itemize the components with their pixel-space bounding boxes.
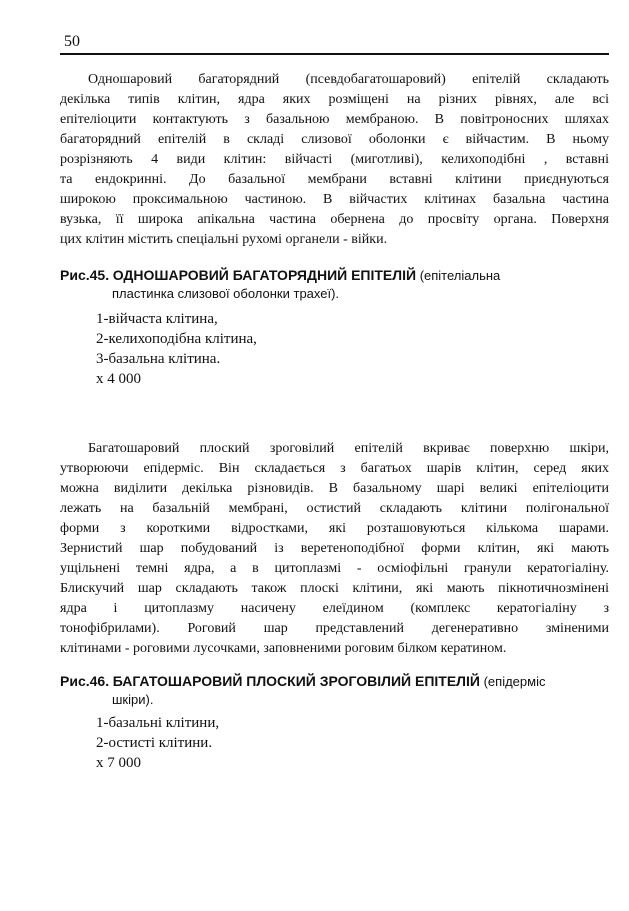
figure-caption-line xyxy=(60,672,609,691)
magnification: х 4 000 xyxy=(96,371,141,387)
figure-45-caption xyxy=(60,266,609,303)
paragraph-pseudostratified-epithelium xyxy=(60,70,609,250)
legend-item: 2-келихоподібна клітина, xyxy=(96,331,257,347)
figure-title: ОДНОШАРОВИЙ БАГАТОРЯДНИЙ ЕПІТЕЛІЙ xyxy=(112,267,417,283)
paragraph-line: форми з короткими відростками, які розташовуються кількома шарами. xyxy=(60,521,609,536)
paragraph-stratified-squamous-epithelium xyxy=(60,439,609,659)
paragraph-line: вузька, її широка апікальна частина обернена до просвіту органа. Поверхня xyxy=(60,212,609,227)
paragraph-line: розрізняють 4 види клітин: війчасті (миготливі), келихоподібні , вставні xyxy=(60,152,609,167)
legend-item: 3-базальна клітина. xyxy=(96,351,221,367)
paragraph-line: широкою проксимальною частиною. В війчастих клітинах базальна частина xyxy=(60,192,609,207)
paragraph-line: Одношаровий багаторядний (псевдобагатошаровий) епітелій складають xyxy=(88,72,609,87)
paragraph-line: цих клітин містить спеціальні рухомі органели - війки. xyxy=(60,232,388,247)
figure-subtitle: (епітеліальна xyxy=(419,268,501,283)
paragraph-line: лежать на базальній мембрані, остистий складають клітини полігональної xyxy=(60,501,609,516)
figure-46-caption xyxy=(60,672,609,709)
figure-label: Рис.45. xyxy=(60,267,110,283)
figure-46-legend xyxy=(96,713,219,773)
paragraph-line: та ендокринні. До базальної мембрани вставні клітини приєднуються xyxy=(60,172,609,187)
paragraph-line: епітеліоцити контактують з базальною мембраною. В повітроносних шляхах xyxy=(60,112,609,127)
figure-caption-line xyxy=(60,266,609,285)
paragraph-line: багаторядний епітелій в складі слизової оболонки є війчастим. В ньому xyxy=(60,132,609,147)
paragraph-line: ущільнені темні ядра, а в цитоплазмі - осміофільні гранули кератогіаліну. xyxy=(60,561,609,576)
paragraph-line: можна виділити декілька різновидів. В базальному шарі великі епітеліоцити xyxy=(60,481,609,496)
figure-label: Рис.46. xyxy=(60,673,110,689)
figure-subtitle: шкіри). xyxy=(112,692,154,707)
figure-title: БАГАТОШАРОВИЙ ПЛОСКИЙ ЗРОГОВІЛИЙ ЕПІТЕЛІЙ xyxy=(112,673,480,689)
paragraph-line: ядра і цитоплазму насичену елеїдином (комплекс кератогіаліну з xyxy=(60,601,609,616)
legend-item: 2-остисті клітини. xyxy=(96,735,213,751)
magnification: х 7 000 xyxy=(96,755,141,771)
figure-45-legend xyxy=(96,309,257,389)
header-rule xyxy=(60,53,609,55)
paragraph-line: клітинами - роговими лусочками, заповненими роговим білком кератином. xyxy=(60,641,507,656)
paragraph-line: Багатошаровий плоский зроговілий епітелій вкриває поверхню шкіри, xyxy=(88,441,609,456)
figure-subtitle: пластинка слизової оболонки трахеї). xyxy=(112,286,340,301)
figure-subtitle: (епідерміс xyxy=(483,674,546,689)
paragraph-line: тонофібрилами). Роговий шар представлений дегенеративно зміненими xyxy=(60,621,609,636)
paragraph-line: декілька типів клітин, ядра яких розміщені на різних рівнях, але всі xyxy=(60,92,609,107)
paragraph-line: Зернистий шар побудований із веретеноподібної форми клітин, які мають xyxy=(60,541,609,556)
legend-item: 1-базальні клітини, xyxy=(96,715,220,731)
paragraph-line: утворюючи епідерміс. Він складається з багатьох шарів клітин, серед яких xyxy=(60,461,609,476)
page-number: 50 xyxy=(64,33,80,50)
paragraph-line: Блискучий шар складають також плоскі клітини, які мають пікнотичнозмінені xyxy=(60,581,609,596)
legend-item: 1-війчаста клітина, xyxy=(96,311,218,327)
